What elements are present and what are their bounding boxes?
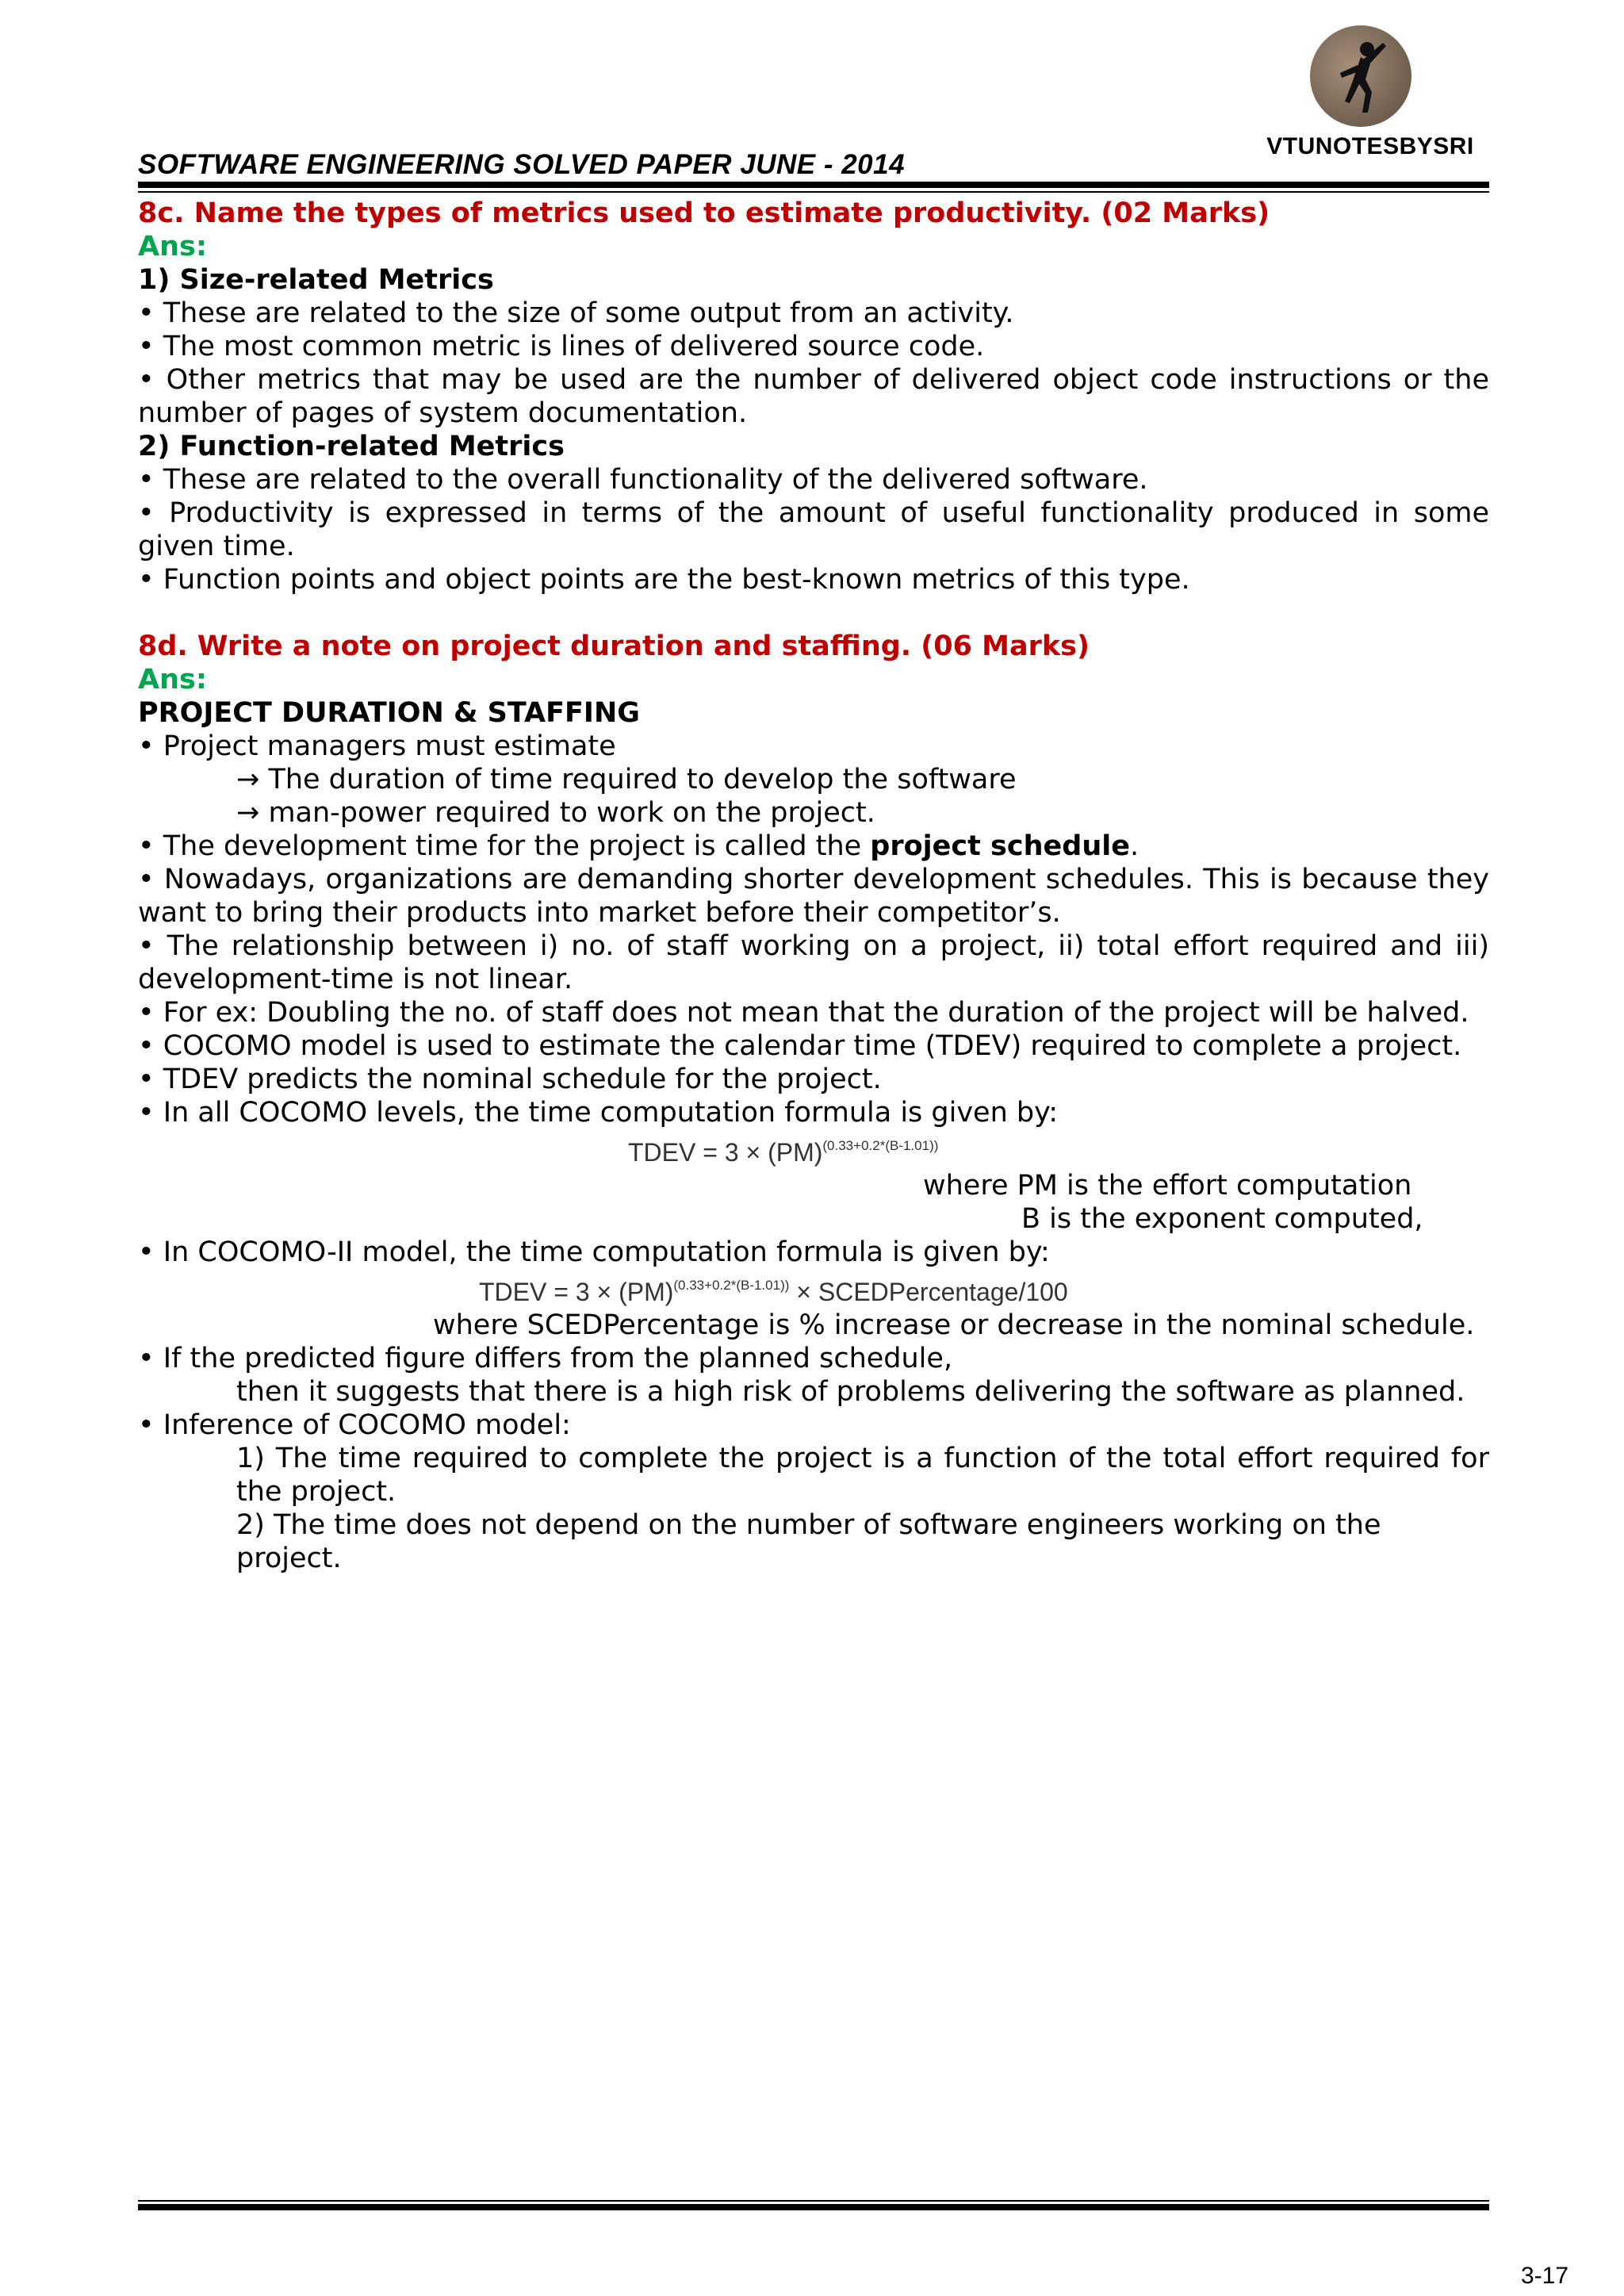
tdev-formula-1	[138, 1129, 1489, 1169]
header-rule-thin	[138, 191, 1489, 193]
page-number: 3-17	[1521, 2263, 1569, 2289]
footer-rule-thick	[138, 2204, 1489, 2210]
schedule-text: • The development time for the project is called the	[138, 830, 871, 862]
predicted-intro: • If the predicted figure differs from the planned schedule,	[138, 1343, 953, 1374]
estimate-intro: • Project managers must estimate	[138, 730, 616, 762]
formula-exponent: (0.33+0.2*(B-1.01))	[822, 1138, 939, 1153]
size-metrics-heading: 1) Size-related Metrics	[138, 264, 494, 296]
inference-item: 1) The time required to complete the project is a function of the total effort required for the project.	[236, 1443, 1489, 1508]
cocomo2-intro: • In COCOMO-II model, the time computation formula is given by:	[138, 1236, 1050, 1268]
size-point: • Other metrics that may be used are the number of delivered object code instructions or the number of pages of system documentation.	[138, 364, 1489, 429]
estimate-item: → The duration of time required to develop the software	[236, 764, 1017, 795]
document-body	[138, 197, 1489, 1575]
duration-point: • In all COCOMO levels, the time computation formula is given by:	[138, 1097, 1059, 1129]
duration-point: • TDEV predicts the nominal schedule for the project.	[138, 1064, 882, 1095]
schedule-point	[138, 830, 1489, 863]
question-8c: 8c. Name the types of metrics used to estimate productivity. (02 Marks)	[138, 197, 1270, 229]
duration-point: • COCOMO model is used to estimate the calendar time (TDEV) required to complete a project.	[138, 1030, 1462, 1062]
formula-tail: × SCEDPercentage/100	[789, 1278, 1068, 1306]
formula-base: TDEV = 3 × (PM)	[628, 1138, 823, 1167]
schedule-bold-term: project schedule	[870, 830, 1130, 862]
answer-label-8d: Ans:	[138, 664, 207, 696]
logo-text: VTUNOTESBYSRI	[1266, 133, 1474, 159]
duration-point: • The relationship between i) no. of staff working on a project, ii) total effort required and iii) development-time is not linear.	[138, 930, 1489, 995]
section-gap	[138, 596, 1489, 630]
estimate-item: → man-power required to work on the project.	[236, 797, 875, 829]
size-point: • The most common metric is lines of delivered source code.	[138, 331, 985, 362]
formula-exponent: (0.33+0.2*(B-1.01))	[673, 1278, 790, 1293]
predicted-then: then it suggests that there is a high risk of problems delivering the software as planned.	[236, 1376, 1465, 1408]
vtunotesbysri-logo	[1247, 25, 1494, 165]
question-8d: 8d. Write a note on project duration and staffing. (06 Marks)	[138, 631, 1090, 662]
document-header-title: SOFTWARE ENGINEERING SOLVED PAPER JUNE - 2014	[138, 149, 906, 180]
inference-item: 2) The time does not depend on the number of software engineers working on the project.	[236, 1509, 1381, 1574]
schedule-end: .	[1129, 830, 1139, 862]
where-b: B is the exponent computed,	[1021, 1203, 1423, 1235]
where-pm: where PM is the effort computation	[923, 1170, 1412, 1202]
climber-logo-icon	[1310, 25, 1411, 127]
duration-point: • For ex: Doubling the no. of staff does not mean that the duration of the project will be halved.	[138, 997, 1469, 1029]
header-rule-thick	[138, 182, 1489, 188]
size-point: • These are related to the size of some output from an activity.	[138, 297, 1014, 329]
tdev-formula-2	[138, 1269, 1489, 1309]
duration-point: • Nowadays, organizations are demanding shorter development schedules. This is because they want to bring their products into market before their competitor’s.	[138, 864, 1489, 929]
inference-intro: • Inference of COCOMO model:	[138, 1409, 571, 1441]
footer-rule-thin	[138, 2200, 1489, 2202]
function-point: • Productivity is expressed in terms of the amount of useful functionality produced in some given time.	[138, 497, 1489, 562]
function-point: • These are related to the overall functionality of the delivered software.	[138, 464, 1148, 496]
where-sced: where SCEDPercentage is % increase or decrease in the nominal schedule.	[433, 1309, 1475, 1341]
function-metrics-heading: 2) Function-related Metrics	[138, 431, 565, 462]
function-point: • Function points and object points are the best-known metrics of this type.	[138, 564, 1190, 596]
formula-base: TDEV = 3 × (PM)	[479, 1278, 674, 1306]
duration-staffing-heading: PROJECT DURATION & STAFFING	[138, 697, 640, 729]
answer-label-8c: Ans:	[138, 231, 207, 263]
